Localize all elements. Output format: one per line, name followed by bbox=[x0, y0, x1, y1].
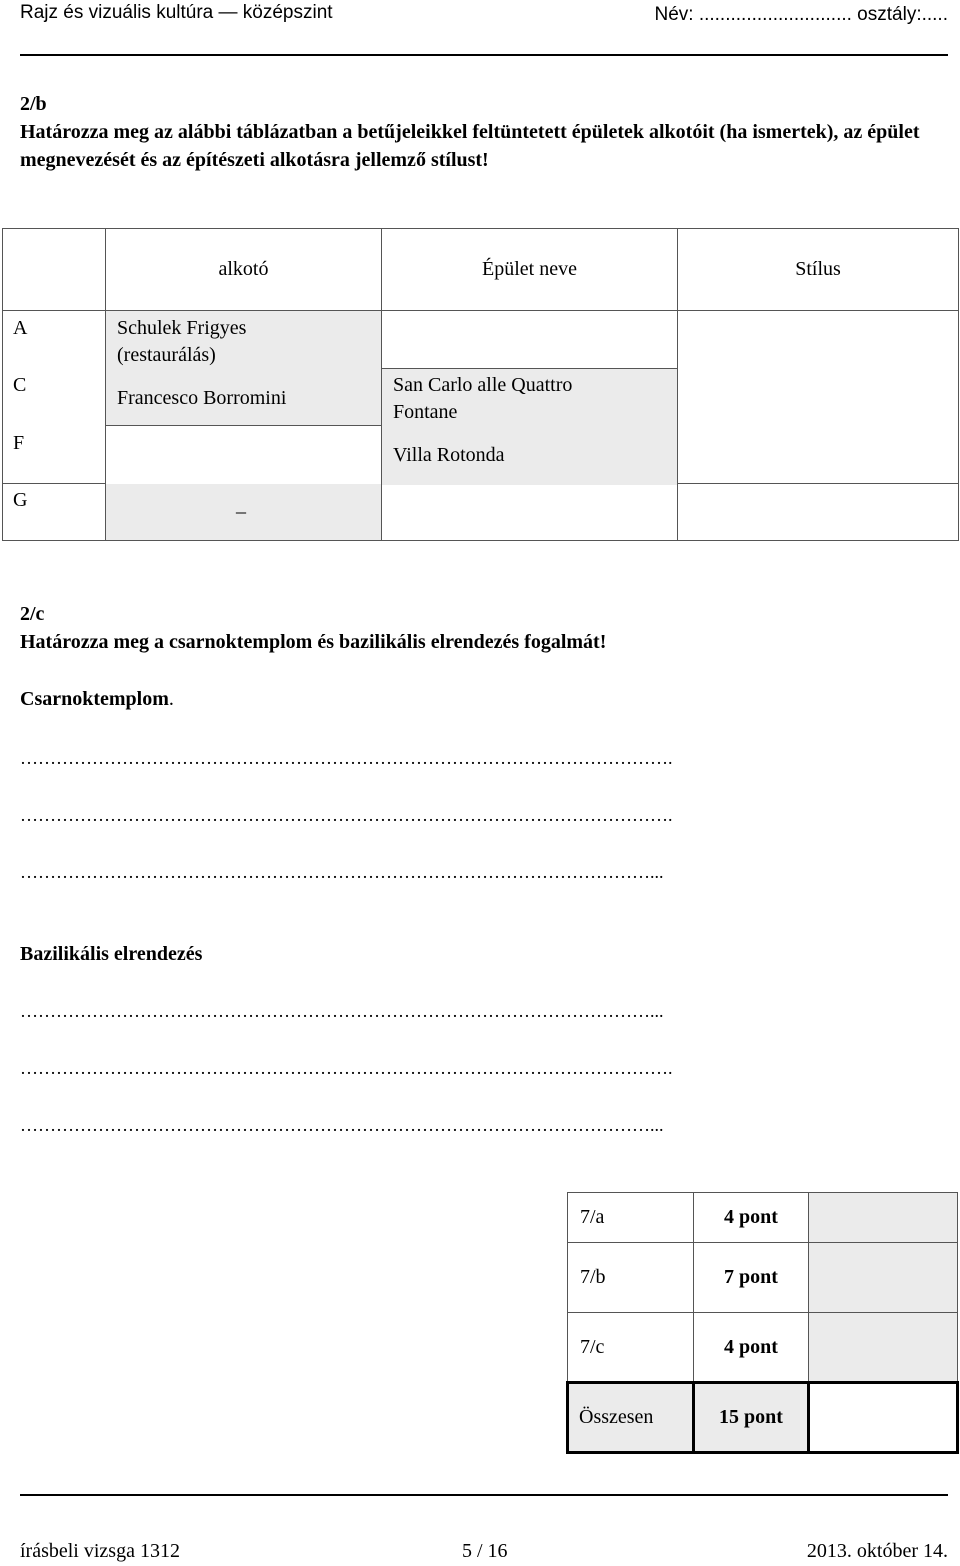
letter-a: A bbox=[13, 317, 28, 339]
letter-c: C bbox=[13, 374, 27, 396]
table-header-empty bbox=[3, 229, 106, 311]
score-points-7a: 4 pont bbox=[694, 1193, 809, 1243]
table-header-style: Stílus bbox=[678, 229, 959, 311]
creator-g-cell bbox=[106, 484, 382, 541]
page-header-title: Rajz és vizuális kultúra — középszint bbox=[20, 2, 333, 23]
score-total-label: Összesen bbox=[568, 1383, 694, 1453]
answer-line-4[interactable]: ……………………………………………………………………………………………... bbox=[20, 1001, 664, 1021]
term-bazilikalis: Bazilikális elrendezés bbox=[20, 943, 203, 965]
answer-line-3[interactable]: ……………………………………………………………………………………………... bbox=[20, 862, 664, 882]
name-g-cell bbox=[382, 484, 678, 541]
creator-a-line2: (restaurálás) bbox=[117, 344, 216, 366]
creator-cell-acf bbox=[106, 311, 382, 484]
task-2b-number: 2/b bbox=[20, 93, 47, 115]
score-total-box[interactable] bbox=[809, 1383, 958, 1453]
score-box-7c[interactable] bbox=[809, 1313, 958, 1383]
score-points-7c: 4 pont bbox=[694, 1313, 809, 1383]
score-table bbox=[566, 1192, 959, 1454]
term-csarnoktemplom: Csarnoktemplom. bbox=[20, 688, 174, 710]
score-total-points: 15 pont bbox=[694, 1383, 809, 1453]
task-2c-number: 2/c bbox=[20, 603, 45, 625]
creator-c: Francesco Borromini bbox=[117, 387, 287, 409]
footer-date: 2013. október 14. bbox=[806, 1540, 948, 1562]
score-box-7b[interactable] bbox=[809, 1243, 958, 1313]
name-f: Villa Rotonda bbox=[393, 444, 505, 466]
table-letter-g-cell bbox=[3, 484, 106, 541]
answer-line-5[interactable]: ………………………………………………………………………………………………. bbox=[20, 1058, 673, 1078]
letter-g: G bbox=[13, 489, 28, 511]
task-2b-instruction: Határozza meg az alábbi táblázatban a betűjeleikkel feltüntetett épületek alkotóit (ha ismertek), az épület megnevezését és az építészeti alkotásra jellemző stílust! bbox=[20, 121, 920, 171]
name-class-field: Név: ............................. osztály:..... bbox=[654, 4, 948, 25]
table-letters-cell bbox=[3, 311, 106, 484]
table-header-creator: alkotó bbox=[106, 229, 382, 311]
score-task-7a: 7/a bbox=[568, 1193, 694, 1243]
buildings-table bbox=[2, 228, 959, 541]
footer-rule bbox=[20, 1494, 948, 1496]
footer-exam-code: írásbeli vizsga 1312 bbox=[20, 1540, 180, 1562]
header-rule bbox=[20, 54, 948, 56]
answer-line-2[interactable]: ………………………………………………………………………………………………. bbox=[20, 805, 673, 825]
letter-f: F bbox=[13, 432, 25, 454]
style-cell-acf bbox=[678, 311, 959, 484]
table-header-building-name: Épület neve bbox=[382, 229, 678, 311]
score-box-7a[interactable] bbox=[809, 1193, 958, 1243]
score-task-7c: 7/c bbox=[568, 1313, 694, 1383]
name-c-line2: Fontane bbox=[393, 401, 458, 423]
style-g-cell bbox=[678, 484, 959, 541]
creator-f-empty bbox=[106, 425, 381, 485]
footer-page-number: 5 / 16 bbox=[462, 1540, 508, 1562]
answer-line-1[interactable]: ………………………………………………………………………………………………. bbox=[20, 748, 673, 768]
score-task-7b: 7/b bbox=[568, 1243, 694, 1313]
name-cell-acf bbox=[382, 311, 678, 484]
creator-a-line1: Schulek Frigyes bbox=[117, 317, 247, 339]
task-2c-instruction: Határozza meg a csarnoktemplom és bazilikális elrendezés fogalmát! bbox=[20, 631, 607, 653]
name-c-line1: San Carlo alle Quattro bbox=[393, 374, 573, 396]
score-points-7b: 7 pont bbox=[694, 1243, 809, 1313]
creator-g: _ bbox=[236, 494, 246, 516]
answer-line-6[interactable]: ……………………………………………………………………………………………... bbox=[20, 1115, 664, 1135]
